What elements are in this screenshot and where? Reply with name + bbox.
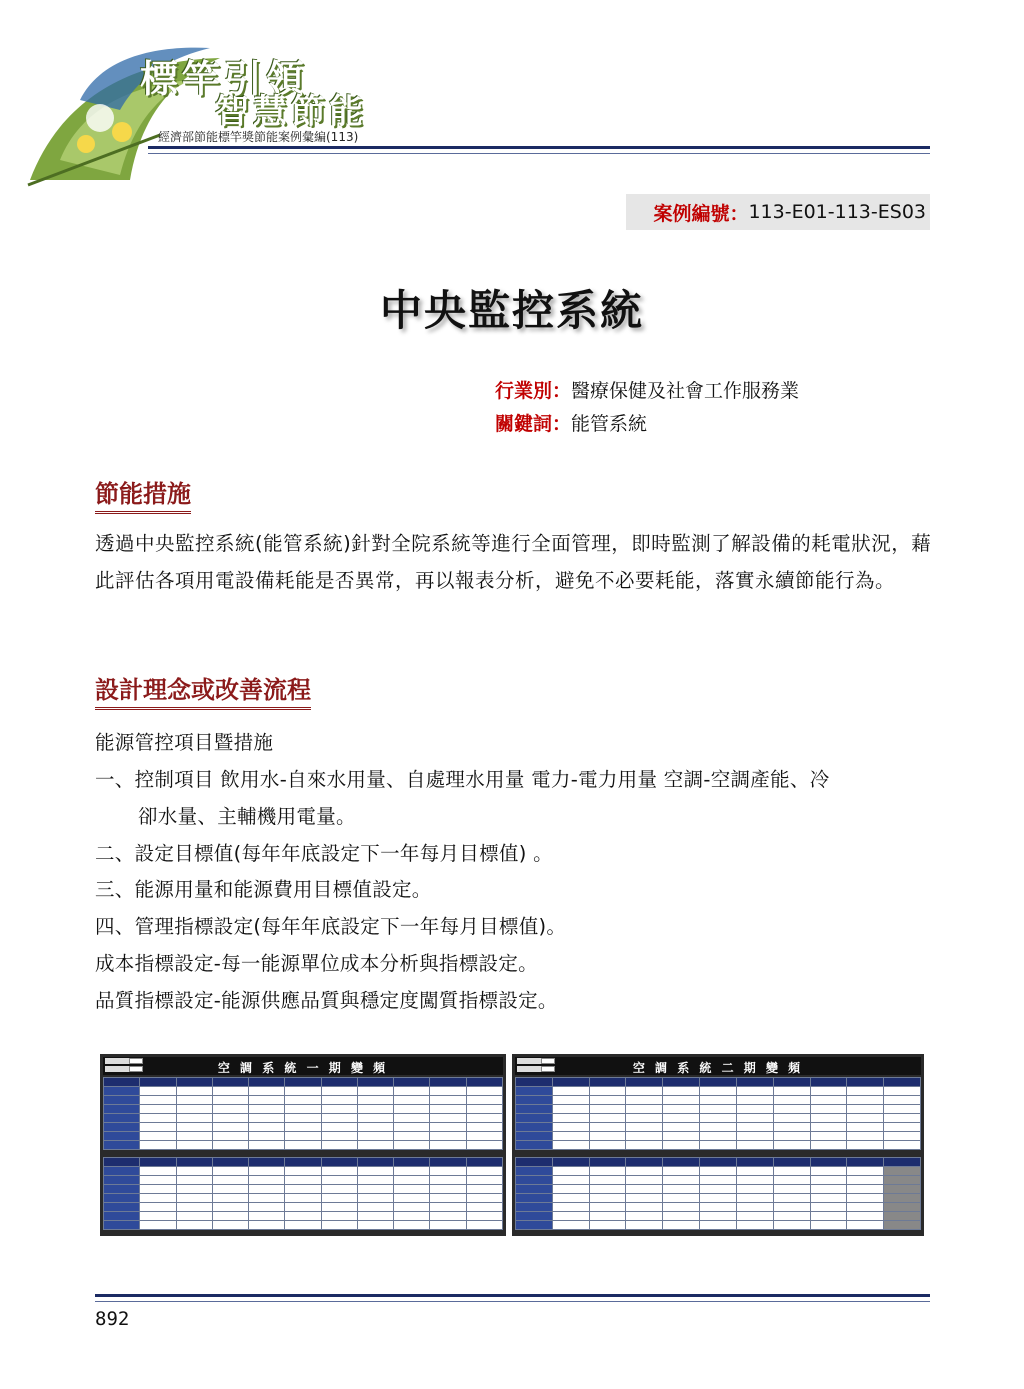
list-item-1-continued: 卻水量、主輔機用電量。 — [138, 805, 356, 828]
dashboard-header — [515, 1057, 921, 1075]
equipment-table-upper — [515, 1077, 921, 1150]
equipment-table-lower — [515, 1157, 921, 1230]
case-number-box — [626, 194, 930, 230]
list-item-4: 四、管理指標設定(每年年底設定下一年每月目標值)。 — [95, 915, 567, 938]
list-item-2: 二、設定目標值(每年年底設定下一年每月目標值) 。 — [95, 842, 553, 865]
industry-row — [495, 376, 799, 403]
dashboard-title: 空 調 系 統 二 期 變 頻 — [632, 1061, 804, 1075]
industry-value: 醫療保健及社會工作服務業 — [571, 380, 800, 402]
cost-indicator-line: 成本指標設定-每一能源單位成本分析與指標設定。 — [95, 952, 538, 975]
logo-text-line2: 智慧節能 — [215, 92, 367, 132]
measures-paragraph: 透過中央監控系統(能管系統)針對全院系統等進行全面管理，即時監測了解設備的耗電狀況，藉此評估各項用電設備耗能是否異常，再以報表分析，避免不必要耗能，落實永續節能行為。 — [95, 532, 932, 592]
equipment-table-lower — [103, 1157, 503, 1230]
footer-rule — [95, 1294, 930, 1302]
document-title: 中央監控系統 — [379, 286, 644, 335]
industry-label: 行業別： — [495, 380, 572, 402]
design-intro: 能源管控項目暨措施 — [95, 731, 274, 754]
keyword-label: 關鍵詞： — [495, 413, 572, 435]
hvac-phase1-dashboard — [100, 1054, 506, 1236]
page-number: 892 — [95, 1308, 130, 1330]
equipment-table-upper — [103, 1077, 503, 1150]
dashboard-title: 空 調 系 統 一 期 變 頻 — [217, 1061, 389, 1075]
series-caption: 經濟部節能標竿獎節能案例彙編(113) — [158, 130, 359, 144]
header-rule — [148, 146, 930, 154]
list-item-1: 一、控制項目 飲用水-自來水用量、自處理水用量 電力-電力用量 空調-空調產能、冷 — [95, 768, 830, 791]
section-heading-design: 設計理念或改善流程 — [95, 670, 311, 710]
keyword-value: 能管系統 — [571, 413, 648, 435]
keyword-row — [495, 409, 647, 436]
section-heading-measures: 節能措施 — [95, 474, 191, 514]
case-number-value: 113-E01-113-ES03 — [748, 201, 926, 223]
hvac-phase2-dashboard — [512, 1054, 924, 1236]
quality-indicator-line: 品質指標設定-能源供應品質與穩定度闖質指標設定。 — [95, 989, 558, 1012]
dashboard-header — [103, 1057, 503, 1075]
case-number-label: 案例編號： — [653, 202, 749, 225]
logo-text-line1: 標竿引領 — [140, 56, 309, 101]
list-item-3: 三、能源用量和能源費用目標值設定。 — [95, 878, 432, 901]
